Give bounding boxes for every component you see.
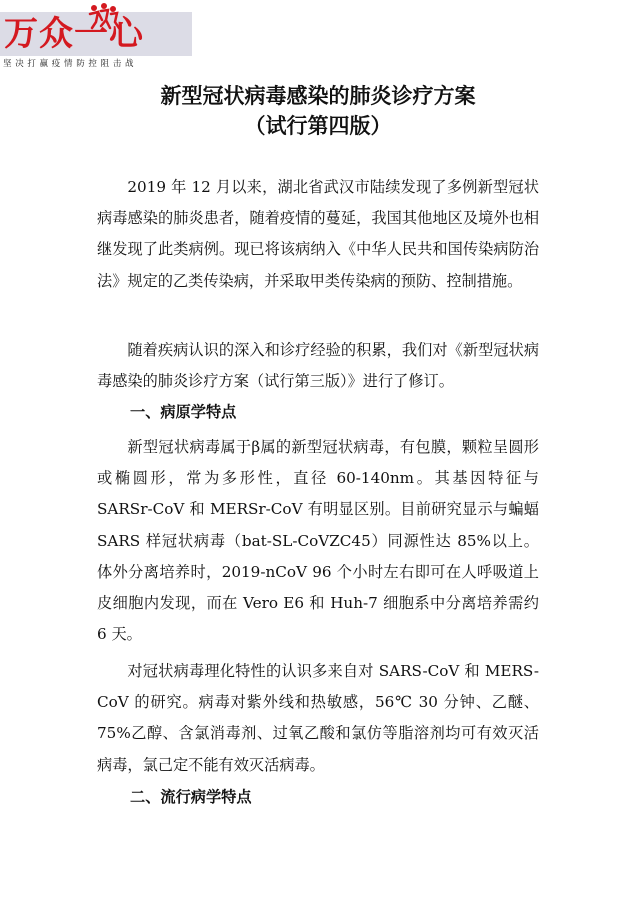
paragraph-physicochemical: 对冠状病毒理化特性的认识多来自对 SARS-CoV 和 MERS-CoV 的研究。病毒对紫外线和热敏感，56℃ 30 分钟、乙醚、75%乙醇、含氯消毒剂、过氧乙酸和氯仿等脂溶剂均可有效灭活病毒，氯己定不能有效灭活病毒。 (97, 662, 539, 774)
section-heading-etiology: 一、病原学特点 (130, 403, 237, 421)
slogan: 坚 决 打 赢 疫 情 防 控 阻 击 战 (3, 59, 135, 69)
document-title: 新型冠状病毒感染的肺炎诊疗方案 (160, 84, 476, 108)
paragraph-virus-features: 新型冠状病毒属于β属的新型冠状病毒，有包膜，颗粒呈圆形或椭圆形，常为多形性，直径 60-140nm。其基因特征与 SARSr-CoV 和 MERSr-CoV 有明显区别。目前研究显示与蝙蝠 SARS 样冠状病毒（bat-SL-CoVZC45）同源性达 85%以上。体外分离培养时，2019-nCoV 96 个小时左右即可在人呼吸道上皮细胞内发现，而在 Vero E6 和 Huh-7 细胞系中分离培养需约 6 天。 (97, 438, 539, 644)
logo-text: 万众一心 (4, 14, 144, 54)
paragraph-intro: 2019 年 12 月以来，湖北省武汉市陆续发现了多例新型冠状病毒感染的肺炎患者，随着疫情的蔓延，我国其他地区及境外也相继发现了此类病例。现已将该病纳入《中华人民共和国传染病防治法》规定的乙类传染病，并采取甲类传染病的预防、控制措施。 (97, 178, 539, 290)
paragraph-revision: 随着疾病认识的深入和诊疗经验的积累，我们对《新型冠状病毒感染的肺炎诊疗方案（试行第三版）》进行了修订。 (97, 341, 539, 391)
section-heading-epidemiology: 二、流行病学特点 (130, 788, 252, 806)
document-subtitle: （试行第四版） (244, 114, 392, 138)
running-figures-icon (84, 2, 122, 32)
